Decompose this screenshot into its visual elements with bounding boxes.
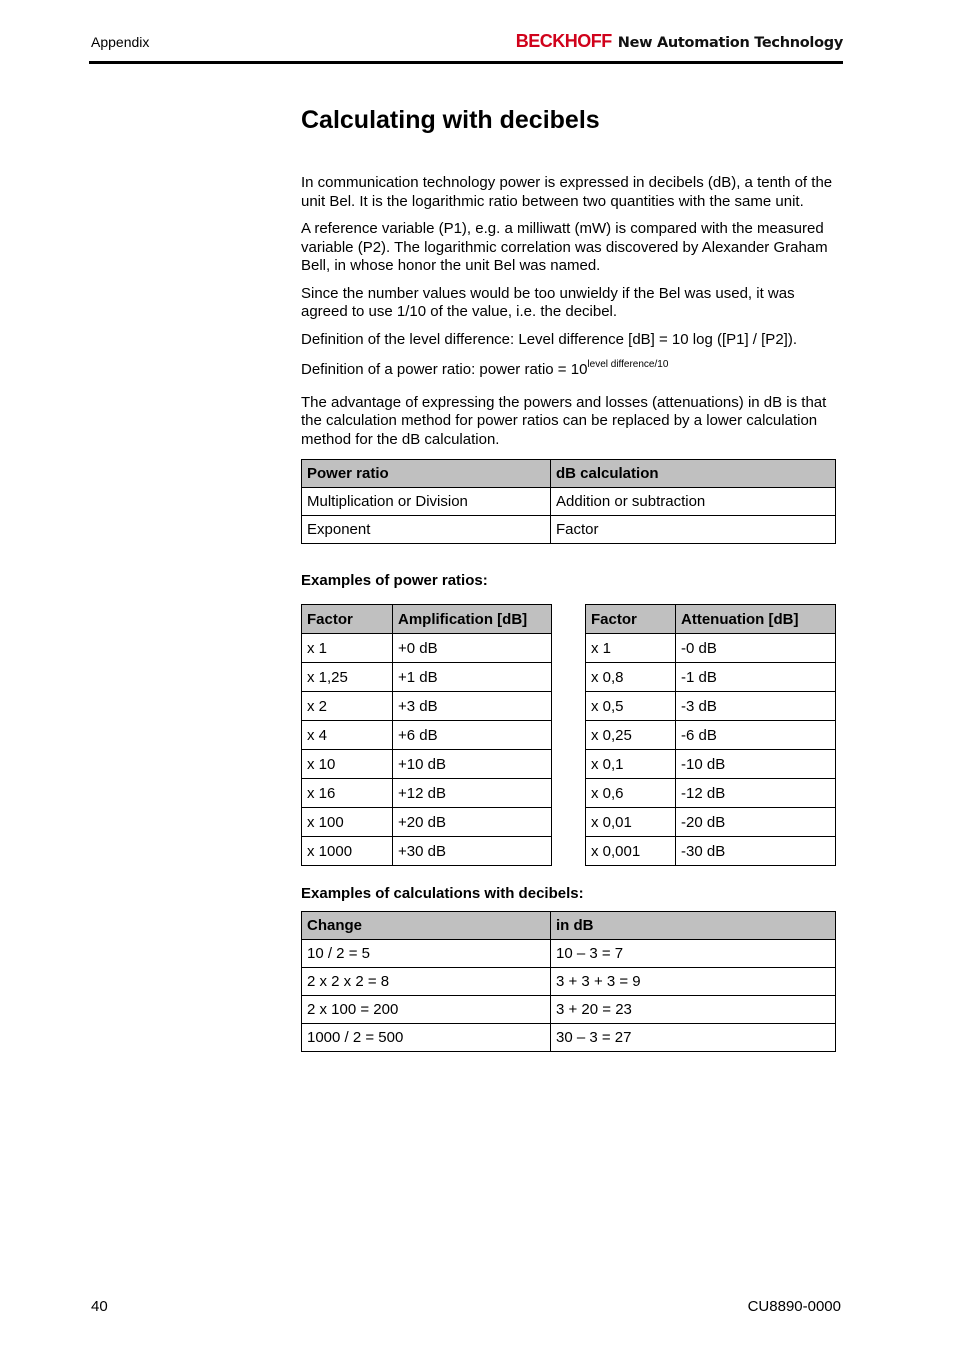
table-cell: -6 dB (676, 721, 836, 750)
advantage-paragraph: The advantage of expressing the powers and losses (attenuations) in dB is that the calculation method for power ratios can be replaced by a lower calculation method for the dB calculation. (301, 393, 827, 448)
brand-name: BECKHOFF (515, 31, 612, 51)
table-cell: x 1000 (302, 837, 393, 866)
table-cell: x 1,25 (302, 663, 393, 692)
table-cell: x 16 (302, 779, 393, 808)
page-title: Calculating with decibels (301, 106, 600, 134)
table-cell: -12 dB (676, 779, 836, 808)
page-number: 40 (91, 1298, 108, 1315)
header-section-label: Appendix (91, 34, 150, 50)
examples-heading: Examples of power ratios: (301, 572, 488, 589)
table-row (302, 634, 552, 663)
table-row (586, 808, 836, 837)
table-cell: 2 x 2 x 2 = 8 (302, 968, 551, 996)
method-table (301, 459, 836, 544)
table-row (586, 692, 836, 721)
table-header-cell: in dB (551, 912, 836, 940)
table-cell: x 0,001 (586, 837, 676, 866)
table-cell: x 0,25 (586, 721, 676, 750)
main-content (301, 104, 836, 1052)
table-row (586, 779, 836, 808)
table-row (586, 663, 836, 692)
brand-tagline: New Automation Technology (617, 35, 843, 51)
header-divider (89, 61, 843, 64)
table-row (302, 721, 552, 750)
table-header-row (302, 605, 552, 634)
table-row (302, 837, 552, 866)
table-row (586, 721, 836, 750)
table-header-cell: Amplification [dB] (393, 605, 552, 634)
table-cell: -30 dB (676, 837, 836, 866)
table-row (302, 516, 836, 544)
table-row (302, 663, 552, 692)
reference-paragraph: A reference variable (P1), e.g. a milliwatt (mW) is compared with the measured variable (P2). The logarithmic correlation was discovered by Alexander Graham Bell, in whose honor the unit Bel was named. (301, 220, 828, 274)
calculation-table (301, 911, 836, 1052)
power-ratio-definition (301, 361, 836, 380)
table-row (302, 750, 552, 779)
table-cell: x 0,01 (586, 808, 676, 837)
table-row (302, 692, 552, 721)
table-row (302, 1024, 836, 1052)
table-cell: 1000 / 2 = 500 (302, 1024, 551, 1052)
power-ratio-text: Definition of a power ratio: power ratio = 10 (301, 361, 588, 378)
table-header-cell: Attenuation [dB] (676, 605, 836, 634)
table-row (302, 996, 836, 1024)
table-cell: +20 dB (393, 808, 552, 837)
table-row (302, 808, 552, 837)
table-cell: Exponent (302, 516, 551, 544)
table-cell: -1 dB (676, 663, 836, 692)
amplification-table (301, 604, 552, 866)
table-cell: -20 dB (676, 808, 836, 837)
table-row (302, 488, 836, 516)
table-cell: +6 dB (393, 721, 552, 750)
table-cell: 3 + 20 = 23 (551, 996, 836, 1024)
table-row (302, 940, 836, 968)
calc-heading: Examples of calculations with decibels: (301, 885, 584, 902)
level-difference-definition: Definition of the level difference: Level difference [dB] = 10 log ([P1] / [P2]). (301, 330, 797, 348)
table-cell: x 1 (302, 634, 393, 663)
table-cell: +3 dB (393, 692, 552, 721)
table-cell: x 0,6 (586, 779, 676, 808)
table-cell: Addition or subtraction (551, 488, 836, 516)
table-header-cell: Factor (302, 605, 393, 634)
intro-paragraph: In communication technology power is expressed in decibels (dB), a tenth of the unit Bel. It is the logarithmic ratio between two quantities with the same unit. (301, 174, 833, 210)
table-header-row (586, 605, 836, 634)
table-cell: 3 + 3 + 3 = 9 (551, 968, 836, 996)
table-row (586, 634, 836, 663)
table-cell: x 100 (302, 808, 393, 837)
table-cell: Multiplication or Division (302, 488, 551, 516)
table-cell: +0 dB (393, 634, 552, 663)
attenuation-table (585, 604, 836, 866)
table-cell: 10 – 3 = 7 (551, 940, 836, 968)
table-cell: x 10 (302, 750, 393, 779)
table-header-row (302, 460, 836, 488)
table-cell: x 0,1 (586, 750, 676, 779)
table-cell: x 2 (302, 692, 393, 721)
table-cell: +1 dB (393, 663, 552, 692)
table-cell: x 1 (586, 634, 676, 663)
decibel-paragraph: Since the number values would be too unwieldy if the Bel was used, it was agreed to use 1/10 of the value, i.e. the decibel. (301, 284, 795, 320)
power-ratio-exponent: level difference/10 (587, 359, 669, 370)
table-header-cell: Factor (586, 605, 676, 634)
table-cell: x 4 (302, 721, 393, 750)
table-cell: x 0,8 (586, 663, 676, 692)
power-ratio-tables (301, 604, 836, 866)
table-cell: +10 dB (393, 750, 552, 779)
table-cell: 2 x 100 = 200 (302, 996, 551, 1024)
table-header-cell: Change (302, 912, 551, 940)
table-cell: x 0,5 (586, 692, 676, 721)
table-cell: Factor (551, 516, 836, 544)
table-cell: +30 dB (393, 837, 552, 866)
table-cell: -10 dB (676, 750, 836, 779)
table-header-cell: Power ratio (302, 460, 551, 488)
table-cell: +12 dB (393, 779, 552, 808)
document-id: CU8890-0000 (747, 1298, 841, 1315)
table-row (302, 968, 836, 996)
table-row (586, 750, 836, 779)
table-header-cell: dB calculation (551, 460, 836, 488)
table-cell: -3 dB (676, 692, 836, 721)
table-cell: 30 – 3 = 27 (551, 1024, 836, 1052)
brand-logo (516, 31, 843, 52)
table-cell: -0 dB (676, 634, 836, 663)
table-row (586, 837, 836, 866)
table-header-row (302, 912, 836, 940)
table-row (302, 779, 552, 808)
table-cell: 10 / 2 = 5 (302, 940, 551, 968)
